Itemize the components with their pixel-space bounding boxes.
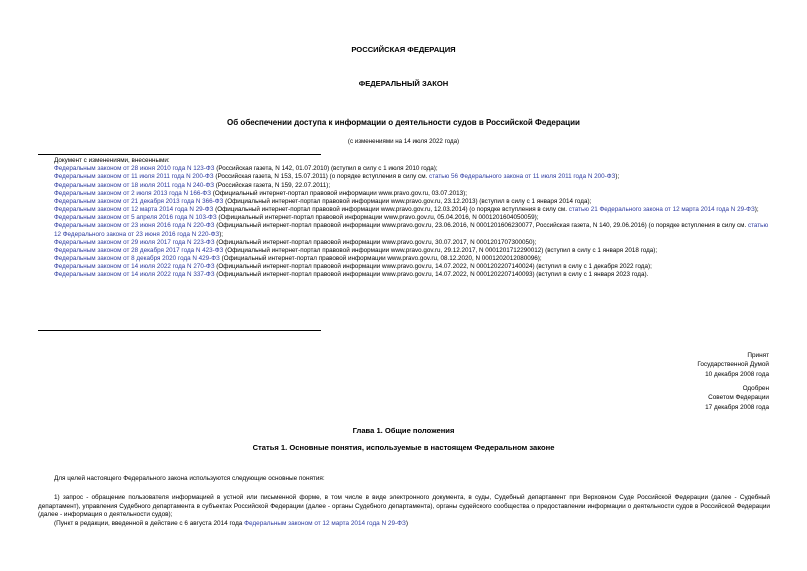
amendment-law-link[interactable]: Федеральным законом от 28 июня 2010 года N 123-ФЗ xyxy=(54,165,215,173)
amendment-tail-text: ); xyxy=(615,173,620,181)
amendment-article-link[interactable]: статью 21 Федерального закона от 12 марта 2014 года N 29-ФЗ xyxy=(568,206,755,214)
edition-note-link[interactable]: Федеральным законом от 12 марта 2014 года N 29-ФЗ xyxy=(244,519,406,527)
amendment-source-text: (Официальный интернет-портал правовой информации www.pravo.gov.ru, 05.04.2016, N 0001201604050059); xyxy=(216,214,539,222)
approved-council-block xyxy=(705,384,769,412)
body-paragraph-1 xyxy=(38,494,770,529)
amendment-source-text: (Официальный интернет-портал правовой информации www.pravo.gov.ru, 12.03.2014) (о порядке вступления в силу см. xyxy=(213,206,569,214)
amendment-tail-text: ); xyxy=(219,230,224,238)
amendment-source-text: (Российская газета, N 153, 15.07.2011) (о порядке вступления в силу см. xyxy=(213,173,430,181)
amendment-source-text: (Российская газета, N 142, 01.07.2010) (вступил в силу с 1 июля 2010 года); xyxy=(214,165,438,173)
edition-note xyxy=(38,520,770,529)
amendment-source-text: (Официальный интернет-портал правовой информации www.pravo.gov.ru, 23.12.2013) (вступил в силу с 1 января 2014 года); xyxy=(223,197,592,205)
adopted-label: Принят xyxy=(747,352,769,359)
amendment-law-link[interactable]: Федеральным законом от 14 июля 2022 года N 270-ФЗ xyxy=(54,263,215,271)
amendment-source-text: (Официальный интернет-портал правовой информации www.pravo.gov.ru, 29.12.2017, N 0001201712290012) (вступил в силу с 1 января 2018 года); xyxy=(223,246,658,254)
amendment-item xyxy=(38,271,770,279)
chapter-title: Глава 1. Общие положения xyxy=(352,426,455,435)
amendment-item xyxy=(38,173,770,181)
amendment-law-link[interactable]: Федеральным законом от 11 июля 2011 года N 200-ФЗ xyxy=(54,173,214,181)
law-title: Об обеспечении доступа к информации о деятельности судов в Российской Федерации xyxy=(227,118,580,127)
amendment-law-link[interactable]: Федеральным законом от 23 июня 2016 года N 220-ФЗ xyxy=(54,222,215,230)
amendment-item xyxy=(38,182,770,190)
approved-date: 17 декабря 2008 года xyxy=(705,403,769,411)
body-intro-text: Для целей настоящего Федерального закона используются следующие основные понятия: xyxy=(54,475,325,482)
amendment-source-text: (Российская газета, N 159, 22.07.2011); xyxy=(214,181,331,189)
divider-top xyxy=(38,154,321,155)
amendments-intro: Документ с изменениями, внесенными: xyxy=(54,157,170,164)
amendment-law-link[interactable]: Федеральным законом от 8 декабря 2020 года N 429-ФЗ xyxy=(54,255,220,263)
adopted-duma-block xyxy=(697,351,769,379)
amendment-item xyxy=(38,206,770,214)
edition-note-end: ) xyxy=(405,519,408,527)
amendments-items xyxy=(38,165,770,279)
amendment-item xyxy=(38,239,770,247)
edition-note-text: (Пункт в редакции, введенной в действие с 6 августа 2014 года xyxy=(54,519,245,527)
amendment-item xyxy=(38,247,770,255)
adopted-date: 10 декабря 2008 года xyxy=(705,370,769,378)
body-paragraph-intro xyxy=(38,475,770,484)
amendment-law-link[interactable]: Федеральным законом от 12 марта 2014 года N 29-ФЗ xyxy=(54,206,214,214)
article-title: Статья 1. Основные понятия, используемые в настоящем Федеральном законе xyxy=(252,443,555,452)
approved-body: Советом Федерации xyxy=(708,394,769,402)
amendment-law-link[interactable]: Федеральным законом от 2 июля 2013 года N 166-ФЗ xyxy=(54,189,212,197)
amendment-source-text: (Официальный интернет-портал правовой информации www.pravo.gov.ru, 03.07.2013); xyxy=(211,189,467,197)
definition-request: 1) запрос - обращение пользователя информацией в устной или письменной форме, в том числе в виде электронного документа, в суды, Судебный департамент при Верховном Суде Российской Федерации (далее - Судебный департамент), управления Судебного департамента в субъектах Российской Федерации (далее - органы Судебного департамента), органы судейского сообщества о предоставлении информации о деятельности судов в Российской Федерации (далее - информация о деятельности судов); xyxy=(38,494,770,519)
approved-label: Одобрен xyxy=(742,385,769,392)
amendment-source-text: (Официальный интернет-портал правовой информации www.pravo.gov.ru, 23.06.2016, N 0001201606230077, Российская газета, N 140, 29.06.2016) (о порядке вступления в силу см. xyxy=(214,222,748,230)
amendment-law-link[interactable]: Федеральным законом от 18 июля 2011 года N 240-ФЗ xyxy=(54,181,215,189)
divider-bottom xyxy=(38,330,321,331)
amendment-law-link[interactable]: Федеральным законом от 21 декабря 2013 года N 366-ФЗ xyxy=(54,197,224,205)
adopted-body: Государственной Думой xyxy=(697,361,769,369)
amendments-list xyxy=(38,157,770,280)
amendment-law-link[interactable]: Федеральным законом от 28 декабря 2017 года N 423-ФЗ xyxy=(54,246,224,254)
revision-note: (с изменениями на 14 июля 2022 года) xyxy=(347,138,460,145)
federation-heading: РОССИЙСКАЯ ФЕДЕРАЦИЯ xyxy=(351,45,456,54)
amendment-source-text: (Официальный интернет-портал правовой информации www.pravo.gov.ru, 14.07.2022, N 0001202207140024) (вступил в силу с 1 декабря 2022 года); xyxy=(214,263,652,271)
amendment-source-text: (Официальный интернет-портал правовой информации www.pravo.gov.ru, 08.12.2020, N 0001202012080096); xyxy=(219,255,542,263)
amendment-article-link[interactable]: статью 56 Федерального закона от 11 июля 2011 года N 200-ФЗ xyxy=(429,173,616,181)
amendment-item xyxy=(38,190,770,198)
amendment-source-text: (Официальный интернет-портал правовой информации www.pravo.gov.ru, 14.07.2022, N 0001202207140093) (вступил в силу с 1 января 2023 года). xyxy=(214,271,649,279)
amendment-source-text: (Официальный интернет-портал правовой информации www.pravo.gov.ru, 30.07.2017, N 0001201707300050); xyxy=(214,238,537,246)
amendment-law-link[interactable]: Федеральным законом от 5 апреля 2016 года N 103-ФЗ xyxy=(54,214,217,222)
amendment-item xyxy=(38,255,770,263)
law-type-heading: ФЕДЕРАЛЬНЫЙ ЗАКОН xyxy=(358,79,449,88)
amendment-article-link[interactable]: статью 12 Федерального закона от 23 июня 2016 года N 220-ФЗ xyxy=(54,222,769,238)
amendment-law-link[interactable]: Федеральным законом от 29 июля 2017 года N 223-ФЗ xyxy=(54,238,215,246)
amendment-tail-text: ); xyxy=(754,206,759,214)
amendment-item xyxy=(38,198,770,206)
amendment-item xyxy=(38,222,770,238)
amendment-law-link[interactable]: Федеральным законом от 14 июля 2022 года N 337-ФЗ xyxy=(54,271,215,279)
